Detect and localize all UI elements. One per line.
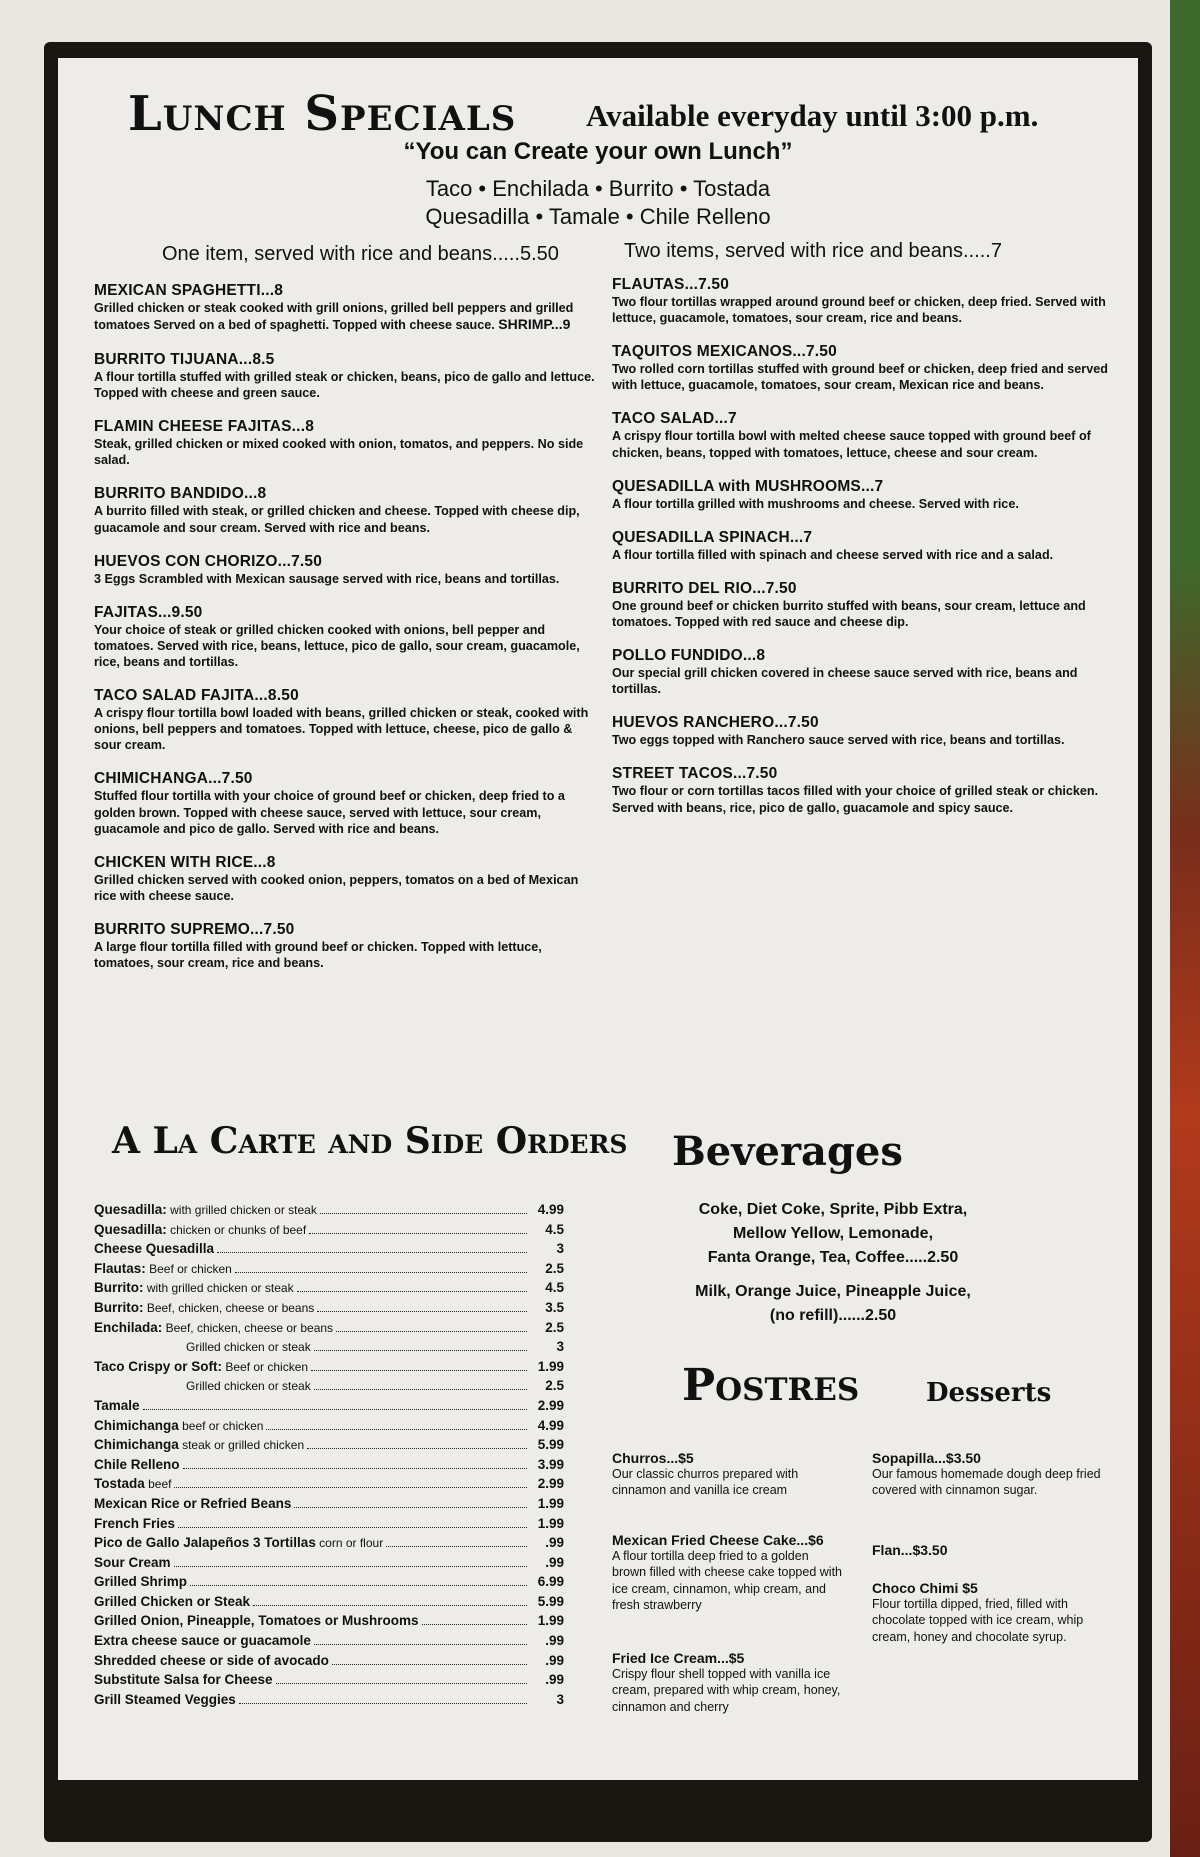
dessert-item	[612, 1450, 842, 1499]
alacarte-price: 6.99	[537, 1574, 564, 1590]
alacarte-item-name: Grill Steamed Veggies	[94, 1691, 236, 1707]
alacarte-item-note: Grilled chicken or steak	[186, 1340, 311, 1355]
alacarte-row	[94, 1300, 564, 1320]
dot-leader	[266, 1429, 527, 1430]
dessert-name: Choco Chimi $5	[872, 1580, 978, 1596]
alacarte-label	[94, 1202, 317, 1217]
item-name: TACO SALAD FAJITA...8.50	[94, 687, 299, 705]
alacarte-label	[94, 1222, 306, 1237]
menu-item	[612, 410, 1122, 460]
dessert-name: Churros...$5	[612, 1450, 694, 1466]
alacarte-label	[94, 1476, 171, 1491]
alacarte-row	[94, 1692, 564, 1712]
alacarte-label	[94, 1555, 171, 1570]
item-name: TACO SALAD...7	[612, 410, 737, 428]
combo-items-line-1: Taco • Enchilada • Burrito • Tostada	[425, 176, 771, 201]
dot-leader	[294, 1507, 527, 1508]
alacarte-label	[94, 1496, 291, 1511]
alacarte-label	[94, 1653, 329, 1668]
menu-item	[612, 343, 1122, 393]
alacarte-row	[94, 1339, 564, 1359]
item-name: HUEVOS RANCHERO...7.50	[612, 714, 819, 732]
dot-leader	[297, 1291, 527, 1292]
menu-item	[612, 765, 1122, 815]
alacarte-price: 4.99	[537, 1417, 564, 1433]
alacarte-label	[94, 1359, 308, 1374]
item-description: Two eggs topped with Ranchero sauce served with rice, beans and tortillas.	[612, 733, 1065, 748]
alacarte-item-name: Quesadilla:	[94, 1202, 167, 1217]
item-name: QUESADILLA SPINACH...7	[612, 528, 813, 546]
alacarte-label	[94, 1692, 236, 1707]
menu-item	[94, 553, 599, 587]
dessert-description: Crispy flour shell topped with vanilla ice cream, prepared with whip cream, honey, cinnamon and cherry	[612, 1667, 841, 1714]
menu-item	[94, 351, 599, 401]
alacarte-price: 4.99	[537, 1202, 564, 1217]
dot-leader	[174, 1566, 527, 1567]
item-description: Our special grill chicken covered in cheese sauce served with rice, beans and tortillas.	[612, 666, 1078, 697]
alacarte-item-note: Beef, chicken, cheese or beans	[162, 1320, 334, 1335]
alacarte-label	[94, 1672, 273, 1687]
dessert-item	[872, 1580, 1102, 1645]
alacarte-row	[94, 1261, 564, 1281]
beverage-line: Milk, Orange Juice, Pineapple Juice,	[695, 1283, 971, 1300]
menu-item	[94, 485, 599, 535]
alacarte-item-note: Beef or chicken	[145, 1261, 232, 1276]
dot-leader	[174, 1487, 527, 1488]
alacarte-item-note: steak or grilled chicken	[178, 1438, 305, 1453]
dessert-item	[612, 1532, 842, 1613]
alacarte-item-note: Beef, chicken, cheese or beans	[143, 1300, 315, 1315]
alacarte-price: 3.5	[545, 1299, 564, 1315]
alacarte-price: 2.5	[545, 1378, 564, 1394]
background-edge	[1170, 0, 1200, 1857]
item-name: BURRITO TIJUANA...8.5	[94, 351, 275, 369]
dessert-item	[612, 1650, 842, 1715]
alacarte-item-name: Chimichanga	[94, 1437, 179, 1453]
alacarte-label	[94, 1241, 214, 1256]
alacarte-price: .99	[545, 1652, 564, 1668]
alacarte-row	[94, 1555, 564, 1575]
alacarte-list	[94, 1202, 564, 1711]
item-name: FLAUTAS...7.50	[612, 276, 730, 293]
dot-leader	[178, 1527, 527, 1528]
alacarte-label	[94, 1516, 175, 1531]
item-description: A burrito filled with steak, or grilled chicken and cheese. Topped with cheese dip, guacamole and sour cream. Served with rice and beans.	[94, 504, 580, 535]
alacarte-row	[94, 1476, 564, 1496]
alacarte-price: 3	[556, 1339, 564, 1355]
alacarte-item-name: Grilled Shrimp	[94, 1574, 188, 1590]
item-description: A large flour tortilla filled with ground beef or chicken. Topped with lettuce, tomatoes, sour cream, rice and beans.	[94, 939, 542, 971]
menu-item	[94, 921, 599, 971]
menu-item	[94, 282, 599, 334]
alacarte-price: 3.99	[537, 1456, 564, 1472]
item-name: STREET TACOS...7.50	[612, 765, 778, 783]
item-description: Your choice of steak or grilled chicken cooked with onions, bell pepper and tomatoes. Served with rice, beans, lettuce, pico de gallo, sour cream, guacamole, rice, beans and tortillas.	[94, 622, 580, 669]
item-description: Two rolled corn tortillas stuffed with ground beef or chicken, deep fried and served with lettuce, guacamole, tomatoes, sour cream, Mexican rice and beans.	[612, 362, 1108, 393]
dessert-item	[872, 1450, 1102, 1499]
dessert-name: Flan...$3.50	[872, 1542, 948, 1558]
availability-note: Available everyday until 3:00 p.m.	[586, 98, 1039, 133]
combo-items-line-2: Quesadilla • Tamale • Chile Relleno	[425, 204, 771, 229]
item-name: CHICKEN WITH RICE...8	[94, 853, 276, 871]
alacarte-price: 4.5	[545, 1221, 564, 1237]
item-name: QUESADILLA with MUSHROOMS...7	[612, 477, 884, 495]
dessert-description: A flour tortilla deep fried to a golden brown filled with cheese cake topped with ice cream, cinnamon, whip cream, and fresh strawberry	[612, 1549, 842, 1612]
dot-leader	[307, 1448, 527, 1449]
alacarte-price: 1.99	[537, 1495, 564, 1511]
alacarte-label	[94, 1613, 419, 1628]
item-name: HUEVOS CON CHORIZO...7.50	[94, 552, 323, 570]
item-description: A crispy flour tortilla bowl loaded with beans, grilled chicken or steak, cooked with onions, bell peppers and tomatoes. Topped with lettuce, cheese, pico de gallo & sour cream.	[94, 706, 589, 753]
alacarte-price: .99	[545, 1554, 564, 1570]
alacarte-item-name: Burrito:	[94, 1299, 144, 1315]
dot-leader	[386, 1546, 527, 1547]
tagline: “You can Create your own Lunch”	[403, 138, 793, 165]
dot-leader	[336, 1331, 527, 1332]
alacarte-item-name: Flautas:	[94, 1260, 146, 1276]
dot-leader	[217, 1252, 527, 1253]
dot-leader	[253, 1605, 527, 1606]
alacarte-row	[94, 1378, 564, 1398]
postres-title: Postres	[682, 1360, 860, 1411]
alacarte-item-name: Sour Cream	[94, 1554, 171, 1570]
alacarte-row	[94, 1202, 564, 1222]
item-name: BURRITO DEL RIO...7.50	[612, 579, 797, 597]
item-description: A flour tortilla grilled with mushrooms and cheese. Served with rice.	[612, 496, 1019, 511]
beverage-line: Mellow Yellow, Lemonade,	[732, 1225, 934, 1242]
dot-leader	[190, 1585, 527, 1586]
dot-leader	[314, 1644, 527, 1645]
alacarte-item-name: Mexican Rice or Refried Beans	[94, 1495, 292, 1511]
alacarte-row	[94, 1594, 564, 1614]
alacarte-price: .99	[545, 1633, 564, 1649]
dot-leader	[320, 1213, 527, 1214]
specials-right-column	[612, 276, 1122, 833]
item-description: Two flour tortillas wrapped around ground beef or chicken, deep fried. Served with lettuce, guacamole, tomatoes, sour cream, rice and beans.	[612, 295, 1106, 326]
dessert-description: Our famous homemade dough deep fried covered with cinnamon sugar.	[872, 1467, 1101, 1498]
alacarte-label	[94, 1594, 250, 1609]
specials-left-column	[94, 282, 599, 988]
item-name: CHIMICHANGA...7.50	[94, 770, 253, 788]
item-description: Stuffed flour tortilla with your choice of ground beef or chicken, deep fried to a golden brown. Topped with cheese sauce, served with lettuce, sour cream, guacamole and pico de gallo. Served with rice and beans.	[94, 789, 565, 836]
alacarte-row	[94, 1653, 564, 1673]
alacarte-item-name: Tostada	[94, 1476, 145, 1492]
alacarte-price: 4.5	[545, 1280, 564, 1296]
alacarte-row	[94, 1516, 564, 1536]
alacarte-label	[94, 1378, 311, 1393]
alacarte-label	[94, 1574, 187, 1589]
menu-item	[94, 687, 599, 753]
dot-leader	[314, 1350, 527, 1351]
alacarte-item-note: with grilled chicken or steak	[143, 1281, 294, 1296]
alacarte-price: .99	[545, 1535, 564, 1551]
item-description: 3 Eggs Scrambled with Mexican sausage served with rice, beans and tortillas.	[94, 571, 560, 586]
item-description: Grilled chicken or steak cooked with grill onions, grilled bell peppers and grilled tomatoes Served on a bed of spaghetti. Topped with cheese sauce. SHRIMP...9	[94, 301, 574, 333]
alacarte-item-note: Beef or chicken	[222, 1359, 309, 1374]
menu-item	[94, 854, 599, 904]
beverages-title: Beverages	[672, 1128, 903, 1175]
alacarte-price: 5.99	[537, 1437, 564, 1453]
item-name: TAQUITOS MEXICANOS...7.50	[612, 343, 837, 361]
alacarte-price: .99	[545, 1672, 564, 1688]
alacarte-row	[94, 1320, 564, 1340]
alacarte-item-name: Substitute Salsa for Cheese	[94, 1672, 273, 1688]
item-name: FAJITAS...9.50	[94, 603, 203, 621]
alacarte-item-note: with grilled chicken or steak	[166, 1203, 317, 1217]
alacarte-price: 1.99	[537, 1358, 564, 1374]
alacarte-price: 5.99	[537, 1593, 564, 1609]
alacarte-label	[94, 1280, 294, 1295]
alacarte-label	[94, 1457, 180, 1472]
menu-sheet	[58, 58, 1138, 1780]
beverage-line: (no refill)......2.50	[769, 1307, 897, 1324]
alacarte-item-name: Grilled Chicken or Steak	[94, 1593, 251, 1609]
menu-item	[612, 478, 1122, 512]
menu-item	[612, 529, 1122, 563]
alacarte-price: 1.99	[537, 1613, 564, 1629]
dot-leader	[276, 1683, 527, 1684]
one-item-price: One item, served with rice and beans.....5.50	[162, 243, 559, 265]
alacarte-label	[94, 1437, 304, 1452]
alacarte-row	[94, 1457, 564, 1477]
menu-item	[612, 714, 1122, 748]
alacarte-price: 3	[556, 1241, 564, 1257]
alacarte-item-name: Quesadilla:	[94, 1221, 167, 1237]
menu-item	[612, 647, 1122, 697]
alacarte-item-name: Grilled Onion, Pineapple, Tomatoes or Mushrooms	[94, 1613, 419, 1629]
beverage-line: Fanta Orange, Tea, Coffee.....2.50	[707, 1249, 959, 1266]
item-name: MEXICAN SPAGHETTI...8	[94, 282, 284, 299]
alacarte-item-name: Taco Crispy or Soft:	[94, 1358, 223, 1374]
alacarte-item-name: Tamale	[94, 1397, 140, 1413]
item-name: POLLO FUNDIDO...8	[612, 647, 766, 665]
alacarte-item-note: corn or flour	[315, 1536, 384, 1551]
alacarte-row	[94, 1574, 564, 1594]
dessert-name: Mexican Fried Cheese Cake...$6	[612, 1532, 824, 1548]
alacarte-label	[94, 1320, 333, 1335]
alacarte-price: 2.99	[537, 1397, 564, 1413]
dessert-item	[872, 1542, 1102, 1558]
alacarte-price: 2.5	[545, 1260, 564, 1276]
alacarte-row	[94, 1418, 564, 1438]
alacarte-item-name: Extra cheese sauce or guacamole	[94, 1633, 311, 1649]
alacarte-row	[94, 1398, 564, 1418]
alacarte-item-name: Pico de Gallo Jalapeños 3 Tortillas	[94, 1535, 316, 1551]
dessert-name: Fried Ice Cream...$5	[612, 1650, 745, 1666]
item-description: Two flour or corn tortillas tacos filled with your choice of grilled steak or chicken. Served with beans, rice, pico de gallo, guacamole and spicy sauce.	[612, 784, 1099, 815]
item-extra: SHRIMP...9	[498, 316, 571, 333]
item-description: Grilled chicken served with cooked onion, peppers, tomatos on a bed of Mexican rice with cheese sauce.	[94, 872, 579, 903]
alacarte-item-note: beef	[144, 1477, 172, 1492]
alacarte-row	[94, 1437, 564, 1457]
item-description: One ground beef or chicken burrito stuffed with beans, sour cream, lettuce and tomatoes. Topped with red sauce and cheese dip.	[612, 598, 1086, 629]
alacarte-item-note: chicken or chunks of beef	[166, 1222, 307, 1237]
menu-item	[612, 276, 1122, 326]
alacarte-row	[94, 1672, 564, 1692]
dessert-description: Our classic churros prepared with cinnamon and vanilla ice cream	[612, 1467, 799, 1498]
dot-leader	[422, 1624, 527, 1625]
alacarte-title: A La Carte and Side Orders	[112, 1120, 628, 1162]
alacarte-item-name: Burrito:	[94, 1280, 144, 1296]
alacarte-row	[94, 1613, 564, 1633]
dessert-name: Sopapilla...$3.50	[872, 1450, 981, 1466]
alacarte-price: 3	[556, 1691, 564, 1707]
item-name: FLAMIN CHEESE FAJITAS...8	[94, 418, 315, 436]
alacarte-item-name: Shredded cheese or side of avocado	[94, 1652, 329, 1668]
menu-item	[94, 770, 599, 836]
alacarte-item-name: Chile Relleno	[94, 1456, 180, 1472]
postres-subtitle: Desserts	[926, 1378, 1052, 1408]
dot-leader	[309, 1233, 527, 1234]
alacarte-label	[94, 1300, 314, 1315]
item-name: BURRITO SUPREMO...7.50	[94, 920, 295, 938]
menu-item	[612, 580, 1122, 630]
dot-leader	[143, 1409, 527, 1410]
alacarte-label	[94, 1535, 383, 1550]
alacarte-row	[94, 1280, 564, 1300]
alacarte-label	[94, 1339, 311, 1354]
two-item-price: Two items, served with rice and beans.....7	[624, 240, 1002, 262]
dot-leader	[311, 1370, 527, 1371]
page-title: Lunch Specials	[128, 86, 517, 142]
dessert-description: Flour tortilla dipped, fried, filled with chocolate topped with ice cream, whip cream, honey and chocolate syrup.	[872, 1597, 1084, 1644]
alacarte-item-note: beef or chicken	[178, 1418, 264, 1433]
alacarte-label	[94, 1398, 140, 1413]
alacarte-row	[94, 1535, 564, 1555]
alacarte-label	[94, 1261, 232, 1276]
alacarte-row	[94, 1222, 564, 1242]
alacarte-item-name: French Fries	[94, 1515, 176, 1531]
dot-leader	[314, 1389, 527, 1390]
menu-item	[94, 604, 599, 670]
dot-leader	[317, 1311, 527, 1312]
item-name: BURRITO BANDIDO...8	[94, 485, 267, 503]
alacarte-item-name: Chimichanga	[94, 1417, 179, 1433]
item-description: Steak, grilled chicken or mixed cooked with onion, tomatos, and peppers. No side salad.	[94, 437, 584, 468]
alacarte-price: 2.5	[545, 1319, 564, 1335]
dot-leader	[235, 1272, 527, 1273]
alacarte-item-note: Grilled chicken or steak	[186, 1379, 311, 1394]
item-description: A flour tortilla stuffed with grilled steak or chicken, beans, pico de gallo and lettuce. Topped with cheese and green sauce.	[94, 370, 595, 401]
item-description: A crispy flour tortilla bowl with melted cheese sauce topped with ground beef of chicken, beans, topped with tomatoes, lettuce, cheese and sour cream.	[612, 429, 1091, 460]
beverage-line: Coke, Diet Coke, Sprite, Pibb Extra,	[698, 1201, 968, 1218]
alacarte-row	[94, 1241, 564, 1261]
menu-item	[94, 418, 599, 468]
dot-leader	[239, 1703, 527, 1704]
dot-leader	[332, 1664, 527, 1665]
alacarte-item-name: Enchilada:	[94, 1319, 163, 1335]
alacarte-price: 2.99	[537, 1476, 564, 1492]
item-description: A flour tortilla filled with spinach and cheese served with rice and a salad.	[612, 547, 1054, 562]
alacarte-price: 1.99	[537, 1515, 564, 1531]
alacarte-item-name: Cheese Quesadilla	[94, 1241, 215, 1257]
alacarte-row	[94, 1359, 564, 1379]
dot-leader	[183, 1468, 527, 1469]
alacarte-label	[94, 1418, 263, 1433]
alacarte-label	[94, 1633, 311, 1648]
alacarte-row	[94, 1496, 564, 1516]
alacarte-row	[94, 1633, 564, 1653]
